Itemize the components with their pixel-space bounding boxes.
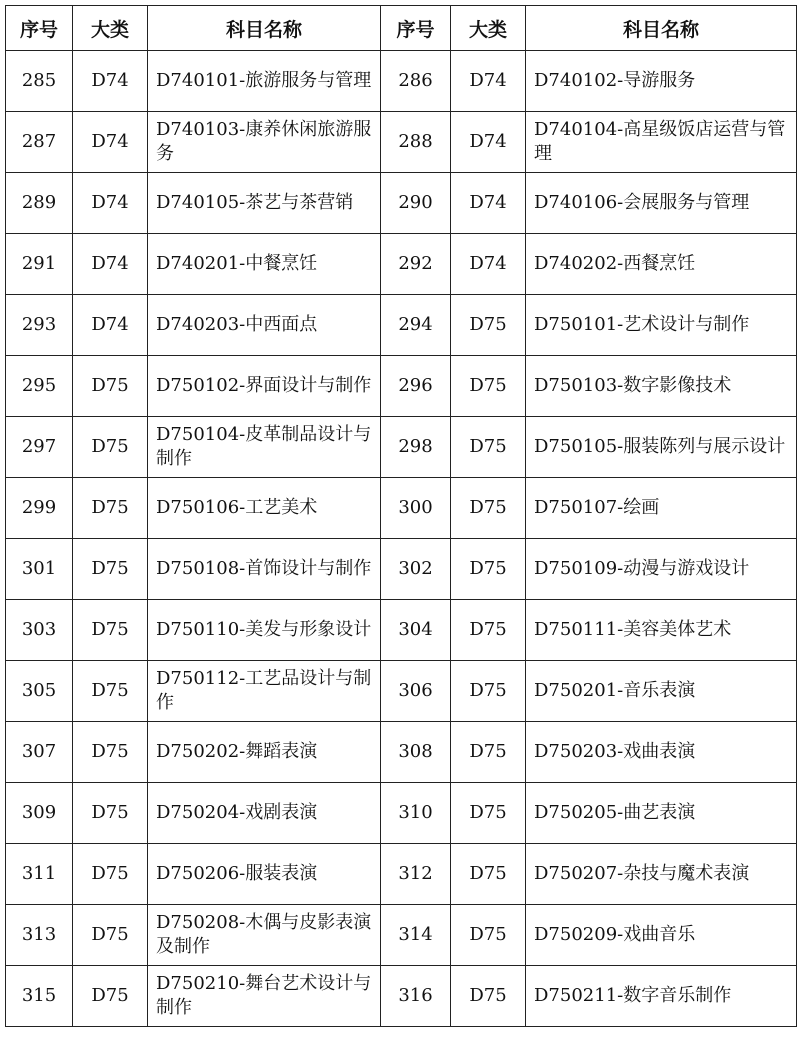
table-row <box>6 783 797 844</box>
header-subject-name: 科目名称 <box>526 6 797 51</box>
cell-index: 309 <box>6 783 73 844</box>
cell-subject-name: D750207-杂技与魔术表演 <box>526 844 797 905</box>
cell-index: 312 <box>381 844 451 905</box>
cell-category: D75 <box>451 783 526 844</box>
cell-category: D75 <box>73 783 148 844</box>
cell-subject-name: D750205-曲艺表演 <box>526 783 797 844</box>
cell-subject-name: D750210-舞台艺术设计与制作 <box>148 966 381 1027</box>
cell-subject-name: D750102-界面设计与制作 <box>148 356 381 417</box>
cell-subject-name: D750204-戏剧表演 <box>148 783 381 844</box>
cell-index: 293 <box>6 295 73 356</box>
table-row <box>6 905 797 966</box>
cell-index: 311 <box>6 844 73 905</box>
table-row <box>6 356 797 417</box>
cell-subject-name: D740201-中餐烹饪 <box>148 234 381 295</box>
cell-index: 290 <box>381 173 451 234</box>
cell-index: 304 <box>381 600 451 661</box>
cell-subject-name: D750211-数字音乐制作 <box>526 966 797 1027</box>
cell-index: 291 <box>6 234 73 295</box>
subject-table <box>5 5 797 1027</box>
cell-subject-name: D750103-数字影像技术 <box>526 356 797 417</box>
cell-subject-name: D740106-会展服务与管理 <box>526 173 797 234</box>
cell-category: D75 <box>451 722 526 783</box>
cell-category: D75 <box>73 722 148 783</box>
cell-subject-name: D750111-美容美体艺术 <box>526 600 797 661</box>
cell-subject-name: D740101-旅游服务与管理 <box>148 51 381 112</box>
table-row <box>6 234 797 295</box>
cell-category: D74 <box>451 173 526 234</box>
cell-index: 306 <box>381 661 451 722</box>
cell-category: D74 <box>73 112 148 173</box>
cell-index: 285 <box>6 51 73 112</box>
cell-category: D75 <box>73 539 148 600</box>
cell-subject-name: D750201-音乐表演 <box>526 661 797 722</box>
cell-index: 305 <box>6 661 73 722</box>
cell-category: D74 <box>451 51 526 112</box>
cell-subject-name: D740104-高星级饭店运营与管理 <box>526 112 797 173</box>
cell-category: D75 <box>451 539 526 600</box>
cell-category: D74 <box>451 234 526 295</box>
cell-category: D75 <box>451 600 526 661</box>
cell-index: 315 <box>6 966 73 1027</box>
cell-subject-name: D750209-戏曲音乐 <box>526 905 797 966</box>
cell-subject-name: D750110-美发与形象设计 <box>148 600 381 661</box>
table-row <box>6 295 797 356</box>
cell-category: D74 <box>73 173 148 234</box>
cell-subject-name: D740203-中西面点 <box>148 295 381 356</box>
cell-index: 299 <box>6 478 73 539</box>
cell-index: 286 <box>381 51 451 112</box>
cell-category: D75 <box>451 905 526 966</box>
cell-index: 289 <box>6 173 73 234</box>
cell-category: D74 <box>73 295 148 356</box>
cell-subject-name: D740102-导游服务 <box>526 51 797 112</box>
cell-category: D75 <box>73 905 148 966</box>
table-body <box>6 51 797 1027</box>
cell-index: 287 <box>6 112 73 173</box>
cell-index: 296 <box>381 356 451 417</box>
cell-index: 300 <box>381 478 451 539</box>
table-row <box>6 173 797 234</box>
cell-category: D75 <box>451 966 526 1027</box>
cell-subject-name: D750107-绘画 <box>526 478 797 539</box>
cell-index: 295 <box>6 356 73 417</box>
table-row <box>6 539 797 600</box>
cell-index: 294 <box>381 295 451 356</box>
cell-subject-name: D740105-茶艺与茶营销 <box>148 173 381 234</box>
cell-index: 292 <box>381 234 451 295</box>
cell-category: D75 <box>73 600 148 661</box>
cell-subject-name: D750104-皮革制品设计与制作 <box>148 417 381 478</box>
cell-category: D75 <box>73 356 148 417</box>
cell-category: D74 <box>451 112 526 173</box>
cell-subject-name: D750108-首饰设计与制作 <box>148 539 381 600</box>
table-row <box>6 478 797 539</box>
table-row <box>6 600 797 661</box>
cell-subject-name: D740202-西餐烹饪 <box>526 234 797 295</box>
cell-category: D75 <box>451 844 526 905</box>
header-subject-name: 科目名称 <box>148 6 381 51</box>
table-row <box>6 112 797 173</box>
cell-category: D75 <box>451 661 526 722</box>
cell-subject-name: D750105-服装陈列与展示设计 <box>526 417 797 478</box>
table-row <box>6 417 797 478</box>
header-category: 大类 <box>73 6 148 51</box>
table-row <box>6 722 797 783</box>
cell-index: 314 <box>381 905 451 966</box>
cell-subject-name: D750112-工艺品设计与制作 <box>148 661 381 722</box>
cell-category: D75 <box>73 966 148 1027</box>
cell-subject-name: D740103-康养休闲旅游服务 <box>148 112 381 173</box>
cell-index: 302 <box>381 539 451 600</box>
header-category: 大类 <box>451 6 526 51</box>
cell-category: D74 <box>73 51 148 112</box>
cell-subject-name: D750109-动漫与游戏设计 <box>526 539 797 600</box>
table-row <box>6 844 797 905</box>
cell-category: D75 <box>73 478 148 539</box>
header-row <box>6 6 797 51</box>
cell-index: 298 <box>381 417 451 478</box>
header-index: 序号 <box>6 6 73 51</box>
table-row <box>6 661 797 722</box>
table-row <box>6 51 797 112</box>
header-index: 序号 <box>381 6 451 51</box>
table-row <box>6 966 797 1027</box>
cell-subject-name: D750208-木偶与皮影表演及制作 <box>148 905 381 966</box>
cell-category: D75 <box>73 661 148 722</box>
cell-category: D75 <box>451 356 526 417</box>
cell-index: 310 <box>381 783 451 844</box>
cell-index: 307 <box>6 722 73 783</box>
cell-category: D75 <box>451 295 526 356</box>
cell-index: 288 <box>381 112 451 173</box>
cell-category: D74 <box>73 234 148 295</box>
cell-category: D75 <box>73 844 148 905</box>
cell-subject-name: D750202-舞蹈表演 <box>148 722 381 783</box>
cell-subject-name: D750106-工艺美术 <box>148 478 381 539</box>
cell-subject-name: D750206-服装表演 <box>148 844 381 905</box>
cell-index: 308 <box>381 722 451 783</box>
cell-index: 297 <box>6 417 73 478</box>
cell-subject-name: D750101-艺术设计与制作 <box>526 295 797 356</box>
cell-index: 316 <box>381 966 451 1027</box>
cell-category: D75 <box>73 417 148 478</box>
cell-index: 301 <box>6 539 73 600</box>
cell-index: 313 <box>6 905 73 966</box>
cell-index: 303 <box>6 600 73 661</box>
cell-category: D75 <box>451 417 526 478</box>
cell-category: D75 <box>451 478 526 539</box>
cell-subject-name: D750203-戏曲表演 <box>526 722 797 783</box>
